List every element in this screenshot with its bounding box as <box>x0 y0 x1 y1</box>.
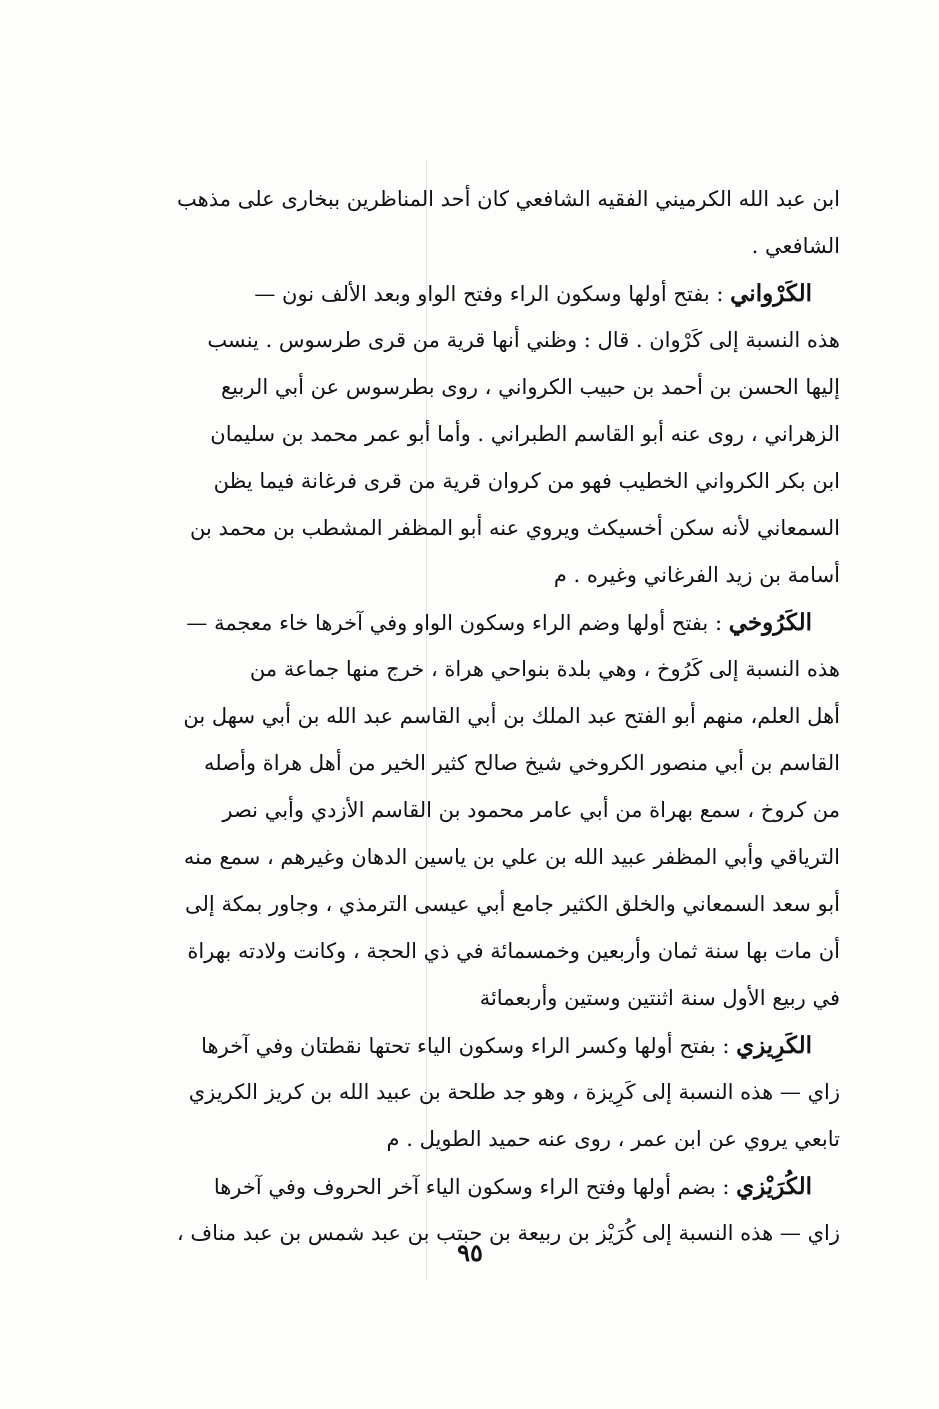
line-text: الزهراني ، روى عنه أبو القاسم الطبراني . وأما أبو عمر محمد بن سليمان <box>210 422 840 446</box>
entry-term: الكَرِيزي <box>736 1032 812 1059</box>
text-line <box>160 928 840 975</box>
text-line <box>160 693 840 740</box>
line-text: إليها الحسن بن أحمد بن حبيب الكرواني ، روى بطرسوس عن أبي الربيع <box>220 375 840 399</box>
text-line <box>160 458 840 505</box>
line-text: من كروخ ، سمع بهراة من أبي عامر محمود بن القاسم الأزدي وأبي نصر <box>222 798 840 822</box>
line-text: زاي — هذه النسبة إلى كَرِيزة ، وهو جد طلحة بن عبيد الله بن كريز الكريزي <box>188 1080 840 1104</box>
line-text: القاسم بن أبي منصور الكروخي شيخ صالح كثير الخير من أهل هراة وأصله <box>204 751 840 775</box>
text-line <box>160 787 840 834</box>
text-line <box>160 505 840 552</box>
text-line <box>160 740 840 787</box>
text-line <box>160 1116 840 1163</box>
text-line <box>160 317 840 364</box>
entry-heading-line <box>160 270 840 317</box>
line-text: زاي — هذه النسبة إلى كُرَيْز بن ربيعة بن حبتب بن عبد شمس بن عبد مناف ، <box>176 1221 840 1245</box>
line-text: الشافعي . <box>751 234 840 258</box>
line-text: هذه النسبة إلى كَرُوخ ، وهي بلدة بنواحي هراة ، خرج منها جماعة من <box>249 657 840 681</box>
line-text: ابن بكر الكرواني الخطيب فهو من كروان قرية من قرى فرغانة فيما يظن <box>213 469 840 493</box>
line-text: : بفتح أولها وسكون الراء وفتح الواو وبعد الألف نون — <box>254 282 731 306</box>
text-line <box>160 552 840 599</box>
line-text: : بفتح أولها وكسر الراء وسكون الياء تحتها نقطتان وفي آخرها <box>201 1034 737 1058</box>
text-line <box>160 1210 840 1257</box>
line-text: في ربيع الأول سنة اثنتين وستين وأربعمائة <box>479 986 840 1010</box>
line-text: أن مات بها سنة ثمان وأربعين وخمسمائة في ذي الحجة ، وكانت ولادته بهراة <box>187 939 840 963</box>
entry-term: الكَرُوخي <box>728 609 812 636</box>
line-text: الترياقي وأبي المظفر عبيد الله بن علي بن ياسين الدهان وغيرهم ، سمع منه <box>183 845 840 869</box>
line-text: السمعاني لأنه سكن أخسيكث ويروي عنه أبو المظفر المشطب بن محمد بن <box>190 516 840 540</box>
text-line <box>160 646 840 693</box>
text-line <box>160 411 840 458</box>
text-line <box>160 834 840 881</box>
line-text: هذه النسبة إلى كَرْوان . قال : وظني أنها قرية من قرى طرسوس . ينسب <box>207 328 840 352</box>
text-line <box>160 1069 840 1116</box>
entry-term: الكَرْواني <box>730 280 812 307</box>
text-line <box>160 176 840 223</box>
line-text: أسامة بن زيد الفرغاني وغيره . م <box>553 563 840 587</box>
entry-heading-line <box>160 599 840 646</box>
text-line <box>160 364 840 411</box>
line-text: أهل العلم، منهم أبو الفتح عبد الملك بن أبي القاسم عبد الله بن أبي سهل بن <box>183 704 840 728</box>
page-text-block <box>160 176 840 1257</box>
line-text: تابعي يروي عن ابن عمر ، روى عنه حميد الطويل . م <box>386 1127 840 1151</box>
line-text: : بضم أولها وفتح الراء وسكون الياء آخر الحروف وفي آخرها <box>213 1175 737 1199</box>
text-line <box>160 975 840 1022</box>
entry-heading-line <box>160 1163 840 1210</box>
line-text: ابن عبد الله الكرميني الفقيه الشافعي كان أحد المناظرين ببخارى على مذهب <box>177 187 840 211</box>
entry-term: الكُرَيْزي <box>736 1173 812 1200</box>
text-line <box>160 223 840 270</box>
entry-heading-line <box>160 1022 840 1069</box>
text-line <box>160 881 840 928</box>
line-text: أبو سعد السمعاني والخلق الكثير جامع أبي عيسى الترمذي ، وجاور بمكة إلى <box>185 892 840 916</box>
line-text: : بفتح أولها وضم الراء وسكون الواو وفي آخرها خاء معجمة — <box>186 611 729 635</box>
page-number: ٩٥ <box>457 1238 483 1267</box>
